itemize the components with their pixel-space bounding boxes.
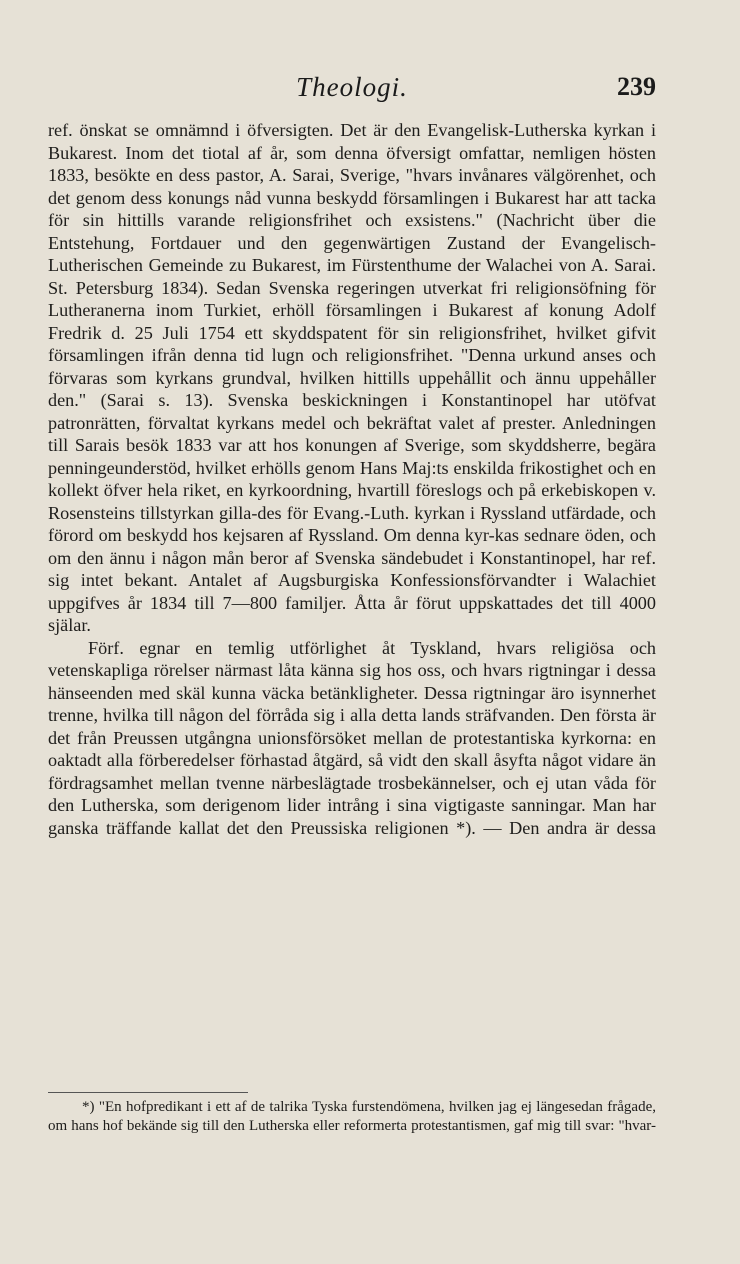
running-title: Theologi. — [296, 72, 408, 102]
paragraph-2: Förf. egnar en temlig utförlighet åt Tyskland, hvars religiösa och vetenskapliga rörelser närmast låta känna sig hos oss, och hvars rigtningar i dessa hänseenden med skäl kunna väcka betänkligheter. Dessa rigtningar äro isynnerhet trenne, hvilka till någon del förråda sig i alla detta lands sträfvanden. Den första är det från Preussen utgångna unionsförsöket mellan de protestantiska kyrkorna: en oaktadt alla förberedelser förhastad åtgärd, så vidt den skall åsyfta något vidare än fördragsamhet mellan tvenne närbeslägtade trosbekännelser, och ej utan våda för den Lutherska, som derigenom lider intrång i sina vigtigaste sanningar. Man har ganska träffande kallat det den Preussiska religionen *). — Den andra är dessa — [48, 637, 656, 838]
footnote — [48, 1098, 656, 1136]
main-text — [48, 119, 656, 839]
footnote-divider — [48, 1092, 248, 1093]
paragraph-1: ref. önskat se omnämnd i öfversigten. Det är den Evangelisk-Lutherska kyrkan i Bukarest. Inom det tiotal af år, som denna öfversigt omfattar, nemligen hösten 1833, besökte en dess pastor, A. Sarai, Sverige, "hvars invånares välgörenhet, och det genom dess konungs nåd vunna beskydd församlingen i Bukarest har att tacka för sin hittills varande religionsfrihet och exsistens." (Nachricht über die Entstehung, Fortdauer und den gegenwärtigen Zustand der Evangelisch-Lutherischen Gemeinde zu Bukarest, im Fürstenthume der Walachei von A. Sarai. St. Petersburg 1834). Sedan Svenska regeringen utverkat fri religionsöfning för Lutheranerna inom Turkiet, erhöll församlingen i Bukarest af konung Adolf Fredrik d. 25 Juli 1754 ett skyddspatent för sin religionsfrihet, hvilket gifvit församlingen ifrån denna tid lugn och religionsfrihet. "Denna urkund anses och förvaras som kyrkans grundval, hvilken hittills uppehållit och ännu uppehåller den." (Sarai s. 13). Svenska beskickningen i Konstantinopel har utöfvat patronrätten, förvaltat kyrkans medel och bekräftat valet af prester. Anledningen till Sarais besök 1833 var att hos konungen af Sverige, som skyddsherre, begära penningeunderstöd, hvilket erhölls genom Hans Maj:ts enskilda frikostighet och en kollekt öfver hela riket, en kyrkoordning, hvartill föreslogs och på erkebiskopen v. Rosensteins tillstyrkan gilla-des för Evang.-Luth. kyrkan i Ryssland utfärdade, och förord om beskydd hos kejsaren af Ryssland. Om denna kyr-kas sednare öden, och om den ännu i någon mån beror af Svenska sändebudet i Konstantinopel, har ref. sig intet bekant. Antalet af Augsburgiska Konfessionsförvandter i Walachiet uppgifves år 1834 till 7—800 familjer. Åtta år förut uppskattades det till 4000 själar. — [48, 120, 656, 635]
page-number: 239 — [617, 72, 656, 101]
footnote-text: *) "En hofpredikant i ett af de talrika Tyska furstendömena, hvilken jag ej längesedan frågade, om hans hof bekände sig till den Lutherska eller reformerta protestantismen, gaf mig till svar: "hvar- — [48, 1099, 656, 1134]
page-header — [48, 72, 656, 104]
